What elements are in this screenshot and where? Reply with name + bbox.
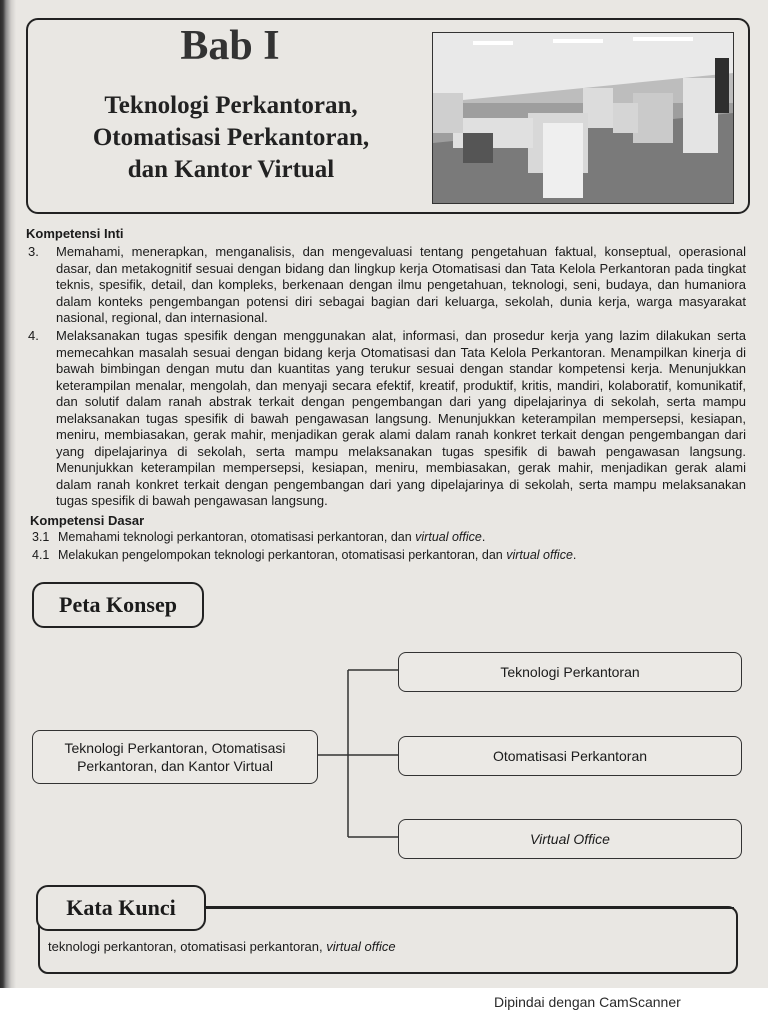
item-number: 3. (28, 244, 39, 259)
concept-branch-box: Otomatisasi Perkantoran (398, 736, 742, 776)
kompetensi-inti-heading: Kompetensi Inti (26, 226, 124, 241)
chapter-title-line: Teknologi Perkantoran, (104, 92, 358, 119)
item-text: Melakukan pengelompokan teknologi perkantoran, otomatisasi perkantoran, dan (58, 548, 507, 562)
chapter-number: Bab I (180, 23, 280, 69)
keyword-emphasis: virtual office (326, 939, 396, 954)
chapter-title-line: Otomatisasi Perkantoran, (92, 124, 370, 151)
keywords: teknologi perkantoran, otomatisasi perkantoran, (48, 939, 327, 954)
item-emphasis: virtual office (506, 548, 573, 562)
item-number: 4. (28, 328, 39, 343)
concept-branch-box: Virtual Office (398, 819, 742, 859)
item-number: 4.1 (32, 548, 50, 562)
concept-center-line: Teknologi Perkantoran, Otomatisasi (64, 740, 286, 756)
kata-kunci-text (48, 939, 396, 954)
concept-branch-box: Teknologi Perkantoran (398, 652, 742, 692)
chapter-title-line: dan Kantor Virtual (127, 156, 335, 183)
item-text: Memahami, menerapkan, menganalisis, dan mengevaluasi tentang pengetahuan faktual, konseptual, operasional dasar, dan metakognitif sesuai dengan bidang dan lingkup kerja Otomatisasi dan Tata Kelola Perkantoran pada tingkat teknis, spesifik, detail, dan kompleks, berkenaan dengan ilmu pengetahuan, teknologi, seni, budaya, dan humaniora dalam konteks pengembangan potensi diri sebagai bagian dari keluarga, sekolah, dunia kerja, warga masyarakat nasional, regional, dan internasional. (56, 244, 746, 325)
kompetensi-dasar-heading: Kompetensi Dasar (30, 513, 145, 528)
item-text: Memahami teknologi perkantoran, otomatisasi perkantoran, dan (58, 530, 416, 544)
concept-center-box (32, 730, 318, 784)
peta-konsep-title: Peta Konsep (32, 582, 204, 628)
item-text: Melaksanakan tugas spesifik dengan menggunakan alat, informasi, dan prosedur kerja yang lazim dilakukan serta memecahkan masalah sesuai dengan bidang kerja Otomatisasi dan Tata Kelola Perkantoran. Menampilkan kinerja di bawah bimbingan dengan mutu dan kuantitas yang terukur sesuai dengan standar kompetensi kerja. Menunjukkan keterampilan menalar, mengolah, dan menyaji secara efektif, kreatif, produktif, kritis, mandiri, kolaboratif, komunikatif, dan solutif dalam ranah abstrak terkait dengan pengembangan dari yang dipelajarinya di sekolah, serta mampu melaksanakan tugas spesifik di bawah pengawasan langsung. Menunjukkan keterampilan mempersepsi, kesiapan, meniru, membiasakan, gerak mahir, menjadikan gerak alami dalam ranah konkret terkait dengan pengembangan dari yang dipelajarinya di sekolah, serta mampu melaksanakan tugas spesifik di bawah pengawasan langsung. Menunjukkan keterampilan mempersepsi, kesiapan, meniru, membiasakan, gerak mahir, menjadikan gerak alami dalam ranah konkret terkait dengan pengembangan dari yang dipelajarinya di sekolah, serta mampu melaksanakan tugas spesifik di bawah pengawasan langsung. (56, 328, 746, 508)
item-emphasis: virtual office (415, 530, 482, 544)
kata-kunci-title: Kata Kunci (36, 885, 206, 931)
scanner-watermark: Dipindai dengan CamScanner (494, 994, 681, 1010)
item-end: . (572, 548, 577, 562)
item-end: . (481, 530, 486, 544)
concept-center-line: Perkantoran, dan Kantor Virtual (77, 758, 273, 774)
item-number: 3.1 (32, 530, 50, 544)
